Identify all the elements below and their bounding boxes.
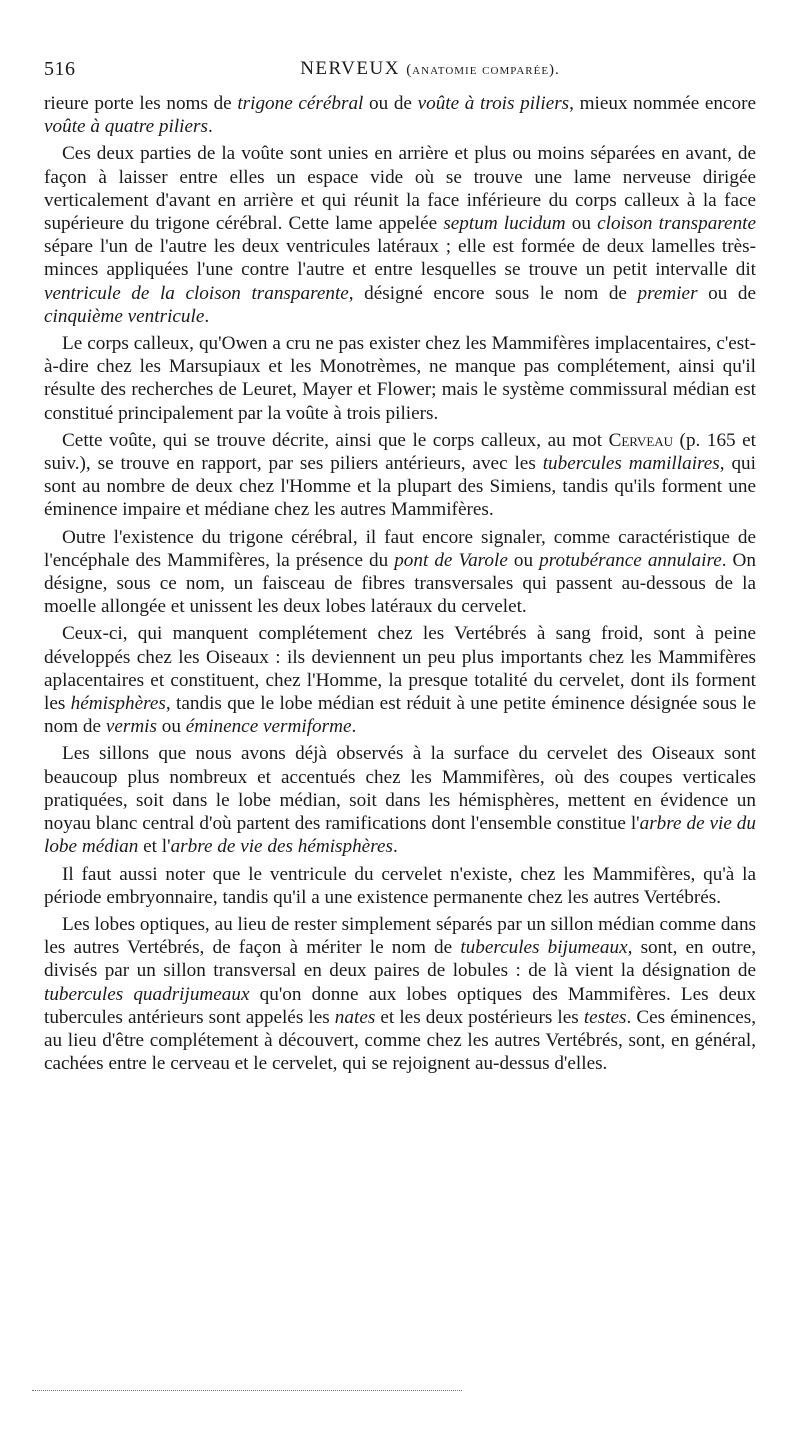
running-head-subtitle: (anatomie comparée). (406, 62, 560, 78)
italic-term: voûte à quatre piliers (44, 116, 208, 138)
text-run: . (207, 116, 213, 138)
italic-term: premier (637, 282, 698, 304)
italic-term: trigone cérébral (237, 93, 364, 114)
text-run: qu'on donne aux lobes optiques des Mammifères. Les deux tubercules antérieurs sont appelés les (44, 983, 756, 1028)
footer-dotted-rule (32, 1390, 462, 1393)
italic-term: testes (583, 1006, 627, 1028)
text-run: , qui sont au nombre de deux chez l'Homme et la plupart des Simiens, tandis qu'ils forment une éminence impaire et médiane chez les autres Mammifères. (44, 453, 756, 521)
italic-term: tubercules quadrijumeaux (44, 983, 250, 1005)
page-header (44, 58, 756, 86)
text-run: ou (565, 213, 598, 235)
italic-term: cinquième ventricule (44, 305, 205, 327)
paragraph (44, 863, 756, 909)
italic-term: tubercules mamillaires (542, 453, 720, 475)
italic-term: nates (334, 1006, 376, 1028)
paragraph (44, 332, 756, 425)
paragraph (44, 913, 756, 1075)
text-run: ou (507, 549, 540, 571)
text-run: . (392, 836, 398, 858)
text-run: Ceux-ci, qui manquent complétement chez les Vertébrés à sang froid, sont à peine développés chez les Oiseaux : ils deviennent un peu plus importants chez les Mammifères aplacentaires et constituent, chez l'Homme, la presque totalité du cervelet, dont ils forment les (44, 623, 756, 715)
paragraph (44, 526, 756, 619)
text-run: . (204, 305, 210, 327)
text-run: sépare l'un de l'autre les deux ventricules latéraux ; elle est formée de deux lamelles très-minces appliquées l'une contre l'autre et entre lesquelles se trouve un petit intervalle dit (44, 236, 756, 281)
italic-term: arbre de vie des hémisphères (170, 836, 393, 858)
italic-term: protubérance annulaire (539, 549, 722, 571)
text-run: , désigné encore sous le nom de (348, 282, 638, 304)
italic-term: pont de Varole (394, 549, 508, 571)
paragraph (44, 92, 756, 138)
italic-term: tubercules bijumeaux (460, 937, 628, 959)
text-run: ou de (363, 93, 418, 114)
running-head (44, 58, 756, 80)
text-run: Ces deux parties de la voûte sont unies en arrière et plus ou moins séparées en avant, de façon à laisser entre elles un espace vide où se trouve une lame nerveuse dirigée verticalement d'avant en arrière et qui réunit la face inférieure du corps calleux à la face supérieure du trigone cérébral. Cette lame appelée (44, 143, 756, 235)
text-run: Il faut aussi noter que le ventricule du cervelet n'existe, chez les Mammifères, qu'à la période embryonnaire, tandis qu'il a une existence permanente chez les autres Vertébrés. (44, 863, 756, 908)
paragraph (44, 622, 756, 738)
text-run: Les lobes optiques, au lieu de rester simplement séparés par un sillon médian comme dans les autres Vertébrés, de façon à mériter le nom de (44, 913, 756, 959)
text-run: ou (156, 716, 186, 738)
italic-term: arbre de vie du lobe médian (44, 813, 756, 858)
page-number: 516 (44, 58, 76, 80)
text-run: . Ces éminences, au lieu d'être complétement à découvert, comme chez les autres Vertébrés, sont, en général, cachées entre le cerveau et le cervelet, qui se rejoignent au-dessus d'elles. (44, 1006, 757, 1075)
text-run: Le corps calleux, qu'Owen a cru ne pas exister chez les Mammifères implacentaires, c'est-à-dire chez les Marsupiaux et les Monotrèmes, ne manque pas complétement, ainsi qu'il résulte des recherches de Leuret, Mayer et Flower; mais le système commissural médian est constitué principalement par la voûte à trois piliers. (44, 333, 756, 424)
paragraph (44, 429, 756, 522)
text-run: . (351, 716, 357, 738)
italic-term: septum lucidum (443, 213, 566, 235)
text-run: , mieux nommée encore (569, 93, 756, 114)
paragraph (44, 742, 756, 858)
text-run: et les deux postérieurs les (375, 1006, 584, 1028)
text-run: et l' (138, 836, 171, 858)
italic-term: éminence vermiforme (185, 716, 352, 738)
italic-term: voûte à trois piliers (417, 93, 570, 114)
italic-term: ventricule de la cloison transparente (44, 282, 349, 304)
italic-term: hémisphères (70, 693, 166, 715)
italic-term: vermis (105, 716, 157, 738)
paragraph (44, 142, 756, 328)
text-run: Les sillons que nous avons déjà observés à la surface du cervelet des Oiseaux sont beaucoup plus nombreux et accentués chez les Mammifères, où des coupes verticales pratiquées, soit dans le lobe médian, soit dans les hémisphères, mettent en évidence un noyau blanc central d'où partent des ramifications dont l'ensemble constitue l' (44, 743, 756, 835)
text-run: rieure porte les noms de (44, 93, 238, 114)
text-run: , sont, en outre, divisés par un sillon transversal en deux paires de lobules : de là vient la désignation de (44, 937, 757, 982)
text-run: (p. 165 et suiv.), se trouve en rapport, par ses piliers antérieurs, avec les (44, 429, 756, 475)
small-caps-term: Cerveau (608, 429, 674, 451)
italic-term: cloison transparente (597, 213, 757, 235)
body-text (44, 92, 756, 1079)
text-run: Outre l'existence du trigone cérébral, il faut encore signaler, comme caractéristique de l'encéphale des Mammifères, la présence du (44, 526, 756, 571)
text-run: . On désigne, sous ce nom, un faisceau de fibres transversales qui passent au-dessous de la moelle allongée et unissent les deux lobes latéraux du cervelet. (44, 549, 756, 618)
text-run: Cette voûte, qui se trouve décrite, ainsi que le corps calleux, au mot (62, 429, 609, 451)
text-run: ou de (697, 282, 756, 304)
text-run: , tandis que le lobe médian est réduit à une petite éminence désignée sous le nom de (44, 693, 756, 738)
running-head-title: NERVEUX (300, 58, 400, 79)
